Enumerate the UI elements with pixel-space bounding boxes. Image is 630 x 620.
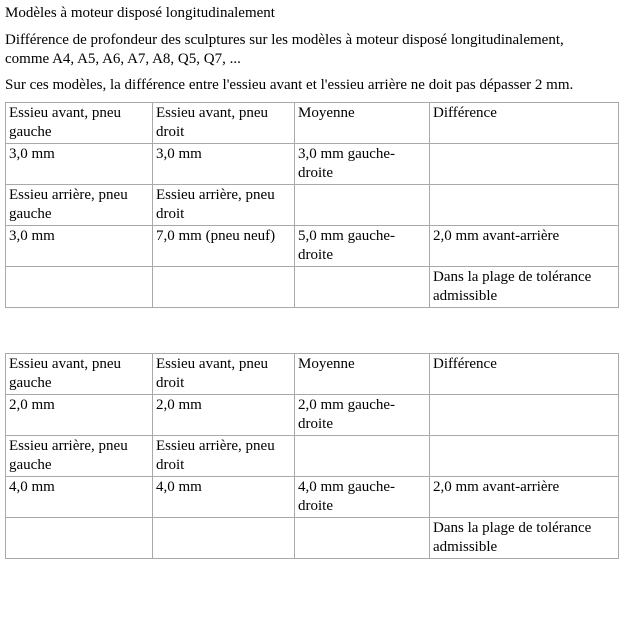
table-row — [6, 395, 619, 436]
table-row — [6, 144, 619, 185]
table-cell-average-label: Moyenne — [295, 354, 430, 395]
table-cell-empty — [430, 185, 619, 226]
table-cell-rear-left-label: Essieu arrière, pneu gauche — [6, 436, 153, 477]
table-row — [6, 518, 619, 559]
table-cell-empty — [295, 518, 430, 559]
table-cell-empty — [6, 267, 153, 308]
table-cell-empty — [430, 436, 619, 477]
table-cell-rear-left-value: 3,0 mm — [6, 226, 153, 267]
tread-depth-table-2 — [5, 353, 619, 559]
table-cell-front-right-value: 2,0 mm — [153, 395, 295, 436]
table-cell-front-left-label: Essieu avant, pneu gauche — [6, 103, 153, 144]
table-cell-rear-left-label: Essieu arrière, pneu gauche — [6, 185, 153, 226]
table-cell-front-average-value: 3,0 mm gauche-droite — [295, 144, 430, 185]
table-cell-front-left-value: 2,0 mm — [6, 395, 153, 436]
table-cell-front-right-value: 3,0 mm — [153, 144, 295, 185]
table-cell-front-left-label: Essieu avant, pneu gauche — [6, 354, 153, 395]
page-title: Modèles à moteur disposé longitudinalement — [5, 5, 275, 21]
table-cell-empty — [430, 144, 619, 185]
table-cell-front-average-value: 2,0 mm gauche-droite — [295, 395, 430, 436]
table-cell-rear-right-value: 4,0 mm — [153, 477, 295, 518]
table-cell-difference-label: Différence — [430, 354, 619, 395]
table-cell-tolerance-note: Dans la plage de tolérance admissible — [430, 267, 619, 308]
table-cell-average-label: Moyenne — [295, 103, 430, 144]
table-cell-rear-average-value: 4,0 mm gauche-droite — [295, 477, 430, 518]
table-cell-rear-average-value: 5,0 mm gauche-droite — [295, 226, 430, 267]
table-cell-tolerance-note: Dans la plage de tolérance admissible — [430, 518, 619, 559]
intro-paragraph-2: Sur ces modèles, la différence entre l'essieu avant et l'essieu arrière ne doit pas dépasser 2 mm. — [5, 77, 574, 93]
intro-paragraph-1: Différence de profondeur des sculptures sur les modèles à moteur disposé longitudinalement, comme A4, A5, A6, A7, A8, Q5, Q7, ... — [5, 32, 564, 67]
table-cell-rear-left-value: 4,0 mm — [6, 477, 153, 518]
table-cell-rear-right-label: Essieu arrière, pneu droit — [153, 436, 295, 477]
table-row — [6, 185, 619, 226]
table-row — [6, 103, 619, 144]
table-row — [6, 267, 619, 308]
table-cell-empty — [153, 518, 295, 559]
table-cell-rear-right-value: 7,0 mm (pneu neuf) — [153, 226, 295, 267]
table-cell-rear-right-label: Essieu arrière, pneu droit — [153, 185, 295, 226]
table-cell-empty — [153, 267, 295, 308]
tread-depth-table-1 — [5, 102, 619, 308]
table-cell-difference-value: 2,0 mm avant-arrière — [430, 477, 619, 518]
table-cell-empty — [430, 395, 619, 436]
table-cell-difference-value: 2,0 mm avant-arrière — [430, 226, 619, 267]
table-cell-empty — [295, 185, 430, 226]
table-row — [6, 354, 619, 395]
table-cell-front-left-value: 3,0 mm — [6, 144, 153, 185]
table-row — [6, 436, 619, 477]
table-cell-empty — [295, 267, 430, 308]
table-cell-difference-label: Différence — [430, 103, 619, 144]
table-cell-front-right-label: Essieu avant, pneu droit — [153, 354, 295, 395]
table-cell-empty — [295, 436, 430, 477]
table-row — [6, 477, 619, 518]
table-row — [6, 226, 619, 267]
table-spacer — [5, 308, 624, 353]
table-cell-empty — [6, 518, 153, 559]
table-cell-front-right-label: Essieu avant, pneu droit — [153, 103, 295, 144]
